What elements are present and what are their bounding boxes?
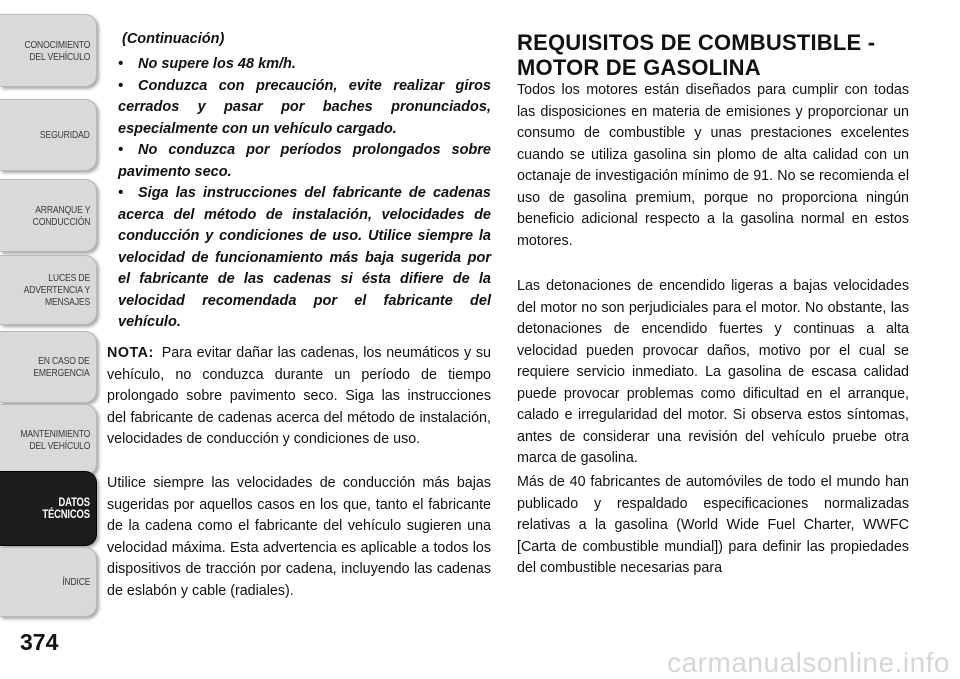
tab-datos-tecnicos[interactable]	[0, 471, 97, 546]
chapter-sidebar	[0, 0, 100, 678]
tab-label: ÍNDICE	[61, 576, 90, 588]
warning-text: Siga las instrucciones del fabricante de cadenas acerca del método de instalación, velocidades de conducción y condiciones de uso. Utilice siempre la velocidad de funcionamiento más baja sugerida por el fabricante de las cadenas si ésta difiere de la velocidad recomendada por el fabricante del vehículo.	[118, 185, 491, 330]
tab-indice[interactable]	[0, 547, 97, 617]
note-paragraph	[107, 343, 491, 451]
tab-label: SEGURIDAD	[40, 129, 90, 141]
body-paragraph: Las detonaciones de encendido ligeras a bajas velocidades del motor no son perjudiciales para el motor. No obstante, las detonaciones de encendido fuertes y continuas a alta velocidad pueden provocar daños, motivo por el cual se requiere servicio inmediato. La gasolina de escasa calidad puede provocar problemas como dificultad en el arranque, calado e irregularidad del motor. Si observa estos síntomas, antes de considerar una revisión del vehículo pruebe otra marca de gasolina.	[517, 278, 909, 466]
tab-label: MANTENIMIENTO DEL VEHÍCULO	[20, 428, 90, 452]
watermark: carmanualsonline.info	[667, 647, 950, 678]
tab-arranque-y-conduccion[interactable]	[0, 179, 97, 252]
bullet-icon: •	[118, 142, 124, 158]
list-item	[118, 140, 491, 183]
tab-label: DATOS TÉCNICOS	[42, 496, 90, 521]
note-text: Para evitar dañar las cadenas, los neumáticos y su vehículo, no conduzca durante un período de tiempo prolongado sobre pavimento seco. Siga las instrucciones del fabricante de cadenas acerca del método de instalación, velocidades de conducción y condiciones de uso.	[107, 345, 491, 447]
bullet-icon: •	[118, 77, 124, 94]
tab-label: LUCES DE ADVERTENCIA Y MENSAJES	[23, 272, 90, 308]
bullet-icon: •	[118, 56, 124, 72]
list-item	[118, 76, 491, 141]
note-label: NOTA:	[107, 345, 154, 361]
tab-label: CONOCIMIENTO DEL VEHÍCULO	[24, 38, 90, 63]
tab-label: EN CASO DE EMERGENCIA	[33, 355, 90, 379]
list-item	[118, 54, 491, 76]
warning-text: No conduzca por períodos prolongados sobre pavimento seco.	[118, 142, 491, 180]
tab-seguridad[interactable]	[0, 99, 97, 171]
warning-text: Conduzca con precaución, evite realizar giros cerrados y pasar por baches pronunciados, especialmente con un vehículo cargado.	[118, 77, 491, 137]
tab-conocimiento-del-vehiculo[interactable]	[0, 14, 97, 87]
body-paragraph: Todos los motores están diseñados para cumplir con todas las disposiciones en materia de emisiones y proporcionar un consumo de combustible y unas prestaciones excelentes cuando se utiliza gasolina sin plomo de alta calidad con un octanaje de investigación mínimo de 91. No se recomienda el uso de gasolina premium, porque no proporciona ningún beneficio adicional respecto a la gasolina normal en estos motores.	[517, 82, 909, 249]
section-heading: REQUISITOS DE COMBUSTIBLE - MOTOR DE GASOLINA	[517, 30, 876, 80]
tab-en-caso-de-emergencia[interactable]	[0, 331, 97, 403]
page-number: 374	[20, 629, 59, 655]
warning-list	[118, 54, 491, 334]
bullet-icon: •	[118, 185, 124, 201]
tab-luces-de-advertencia[interactable]	[0, 255, 97, 325]
list-item	[118, 183, 491, 334]
warning-text: No supere los 48 km/h.	[138, 56, 296, 72]
body-paragraph: Utilice siempre las velocidades de conducción más bajas sugeridas por aquellos casos en los que, tanto el fabricante de la cadena como el fabricante del vehículo sugieren una velocidad máxima. Esta advertencia es aplicable a todos los dispositivos de tracción por cadena, incluyendo las cadenas de eslabón y cable (radiales).	[107, 475, 491, 599]
tab-mantenimiento-del-vehiculo[interactable]	[0, 404, 97, 476]
continuation-label: (Continuación)	[122, 31, 225, 47]
body-paragraph: Más de 40 fabricantes de automóviles de todo el mundo han publicado y respaldado especificaciones normalizadas relativas a la gasolina (World Wide Fuel Charter, WWFC [Carta de combustible mundial]) para definir las propiedades del combustible necesarias para	[517, 474, 909, 576]
tab-label: ARRANQUE Y CONDUCCIÓN	[32, 203, 90, 228]
